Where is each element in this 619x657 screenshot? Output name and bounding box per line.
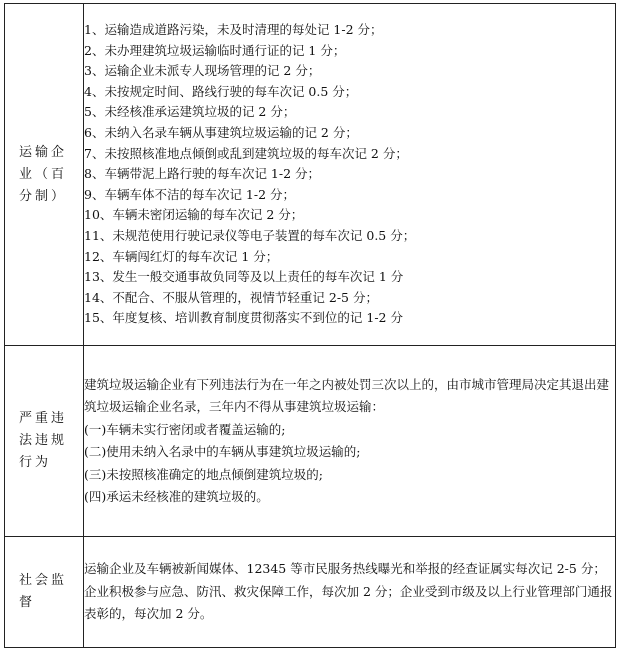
rule-item: 12、车辆闯红灯的每车次记 1 分；	[84, 248, 279, 264]
rule-item: 5、未经核准承运建筑垃圾的记 2 分；	[84, 104, 296, 120]
rule-item: 8、车辆带泥上路行驶的每车次记 1-2 分；	[84, 166, 321, 182]
violation-item: (四)承运未经核准的建筑垃圾的。	[84, 489, 269, 504]
rule-item: 6、未纳入名录车辆从事建筑垃圾运输的记 2 分；	[84, 125, 358, 141]
deduction-rule-list	[84, 20, 615, 329]
rule-item: 13、发生一般交通事故负同等及以上责任的每车次记 1 分	[84, 269, 404, 285]
row-label-cell	[5, 537, 84, 648]
rule-item: 15、年度复核、培训教育制度贯彻落实不到位的记 1-2 分	[84, 310, 403, 326]
row-content-cell	[84, 346, 616, 537]
table-row	[5, 537, 616, 648]
rule-item: 3、运输企业未派专人现场管理的记 2 分；	[84, 63, 321, 79]
row-label-serious-violations: 严重违法违规行为	[19, 411, 68, 470]
rule-item: 4、未按规定时间、路线行驶的每车次记 0.5 分；	[84, 83, 358, 99]
rule-item: 1、运输造成道路污染，未及时清理的每处记 1-2 分；	[84, 22, 383, 38]
violation-item: (二)使用未纳入名录中的车辆从事建筑垃圾运输的;	[84, 444, 361, 459]
social-supervision-text: 运输企业及车辆被新闻媒体、12345 等市民服务热线曝光和举报的经查证属实每次记 2-5 分；企业积极参与应急、防汛、救灾保障工作，每次加 2 分；企业受到市级及以上行业管理部门通报表彰的，每次加 2 分。	[84, 561, 613, 622]
rule-item: 7、未按照核准地点倾倒或乱到建筑垃圾的每车次记 2 分；	[84, 145, 408, 161]
row-label-social-supervision: 社会监督	[19, 573, 68, 610]
rule-item: 9、车辆车体不洁的每车次记 1-2 分；	[84, 186, 296, 202]
row-content-cell	[84, 4, 616, 346]
table-row	[5, 4, 616, 346]
table-row	[5, 346, 616, 537]
rule-item: 11、未规范使用行驶记录仪等电子装置的每车次记 0.5 分；	[84, 227, 416, 243]
row-content-cell	[84, 537, 616, 648]
violation-item: (三)未按照核准确定的地点倾倒建筑垃圾的;	[84, 466, 323, 482]
row-label-transport-enterprise: 运输企业（百分制）	[19, 144, 68, 204]
rule-item: 14、不配合、不服从管理的，视情节轻重记 2-5 分；	[84, 289, 378, 305]
violation-list	[84, 419, 615, 509]
row-label-cell	[5, 346, 84, 537]
row-label-cell	[5, 4, 84, 346]
scoring-table	[4, 3, 616, 648]
rule-item: 2、未办理建筑垃圾运输临时通行证的记 1 分；	[84, 42, 346, 58]
rule-item: 10、车辆未密闭运输的每车次记 2 分；	[84, 207, 304, 223]
violation-intro-text: 建筑垃圾运输企业有下列违法行为在一年之内被处罚三次以上的，由市城市管理局决定其退出建筑垃圾运输企业名录，三年内不得从事建筑垃圾运输：	[84, 376, 610, 414]
violation-item: (一)车辆未实行密闭或者覆盖运输的;	[84, 421, 286, 437]
